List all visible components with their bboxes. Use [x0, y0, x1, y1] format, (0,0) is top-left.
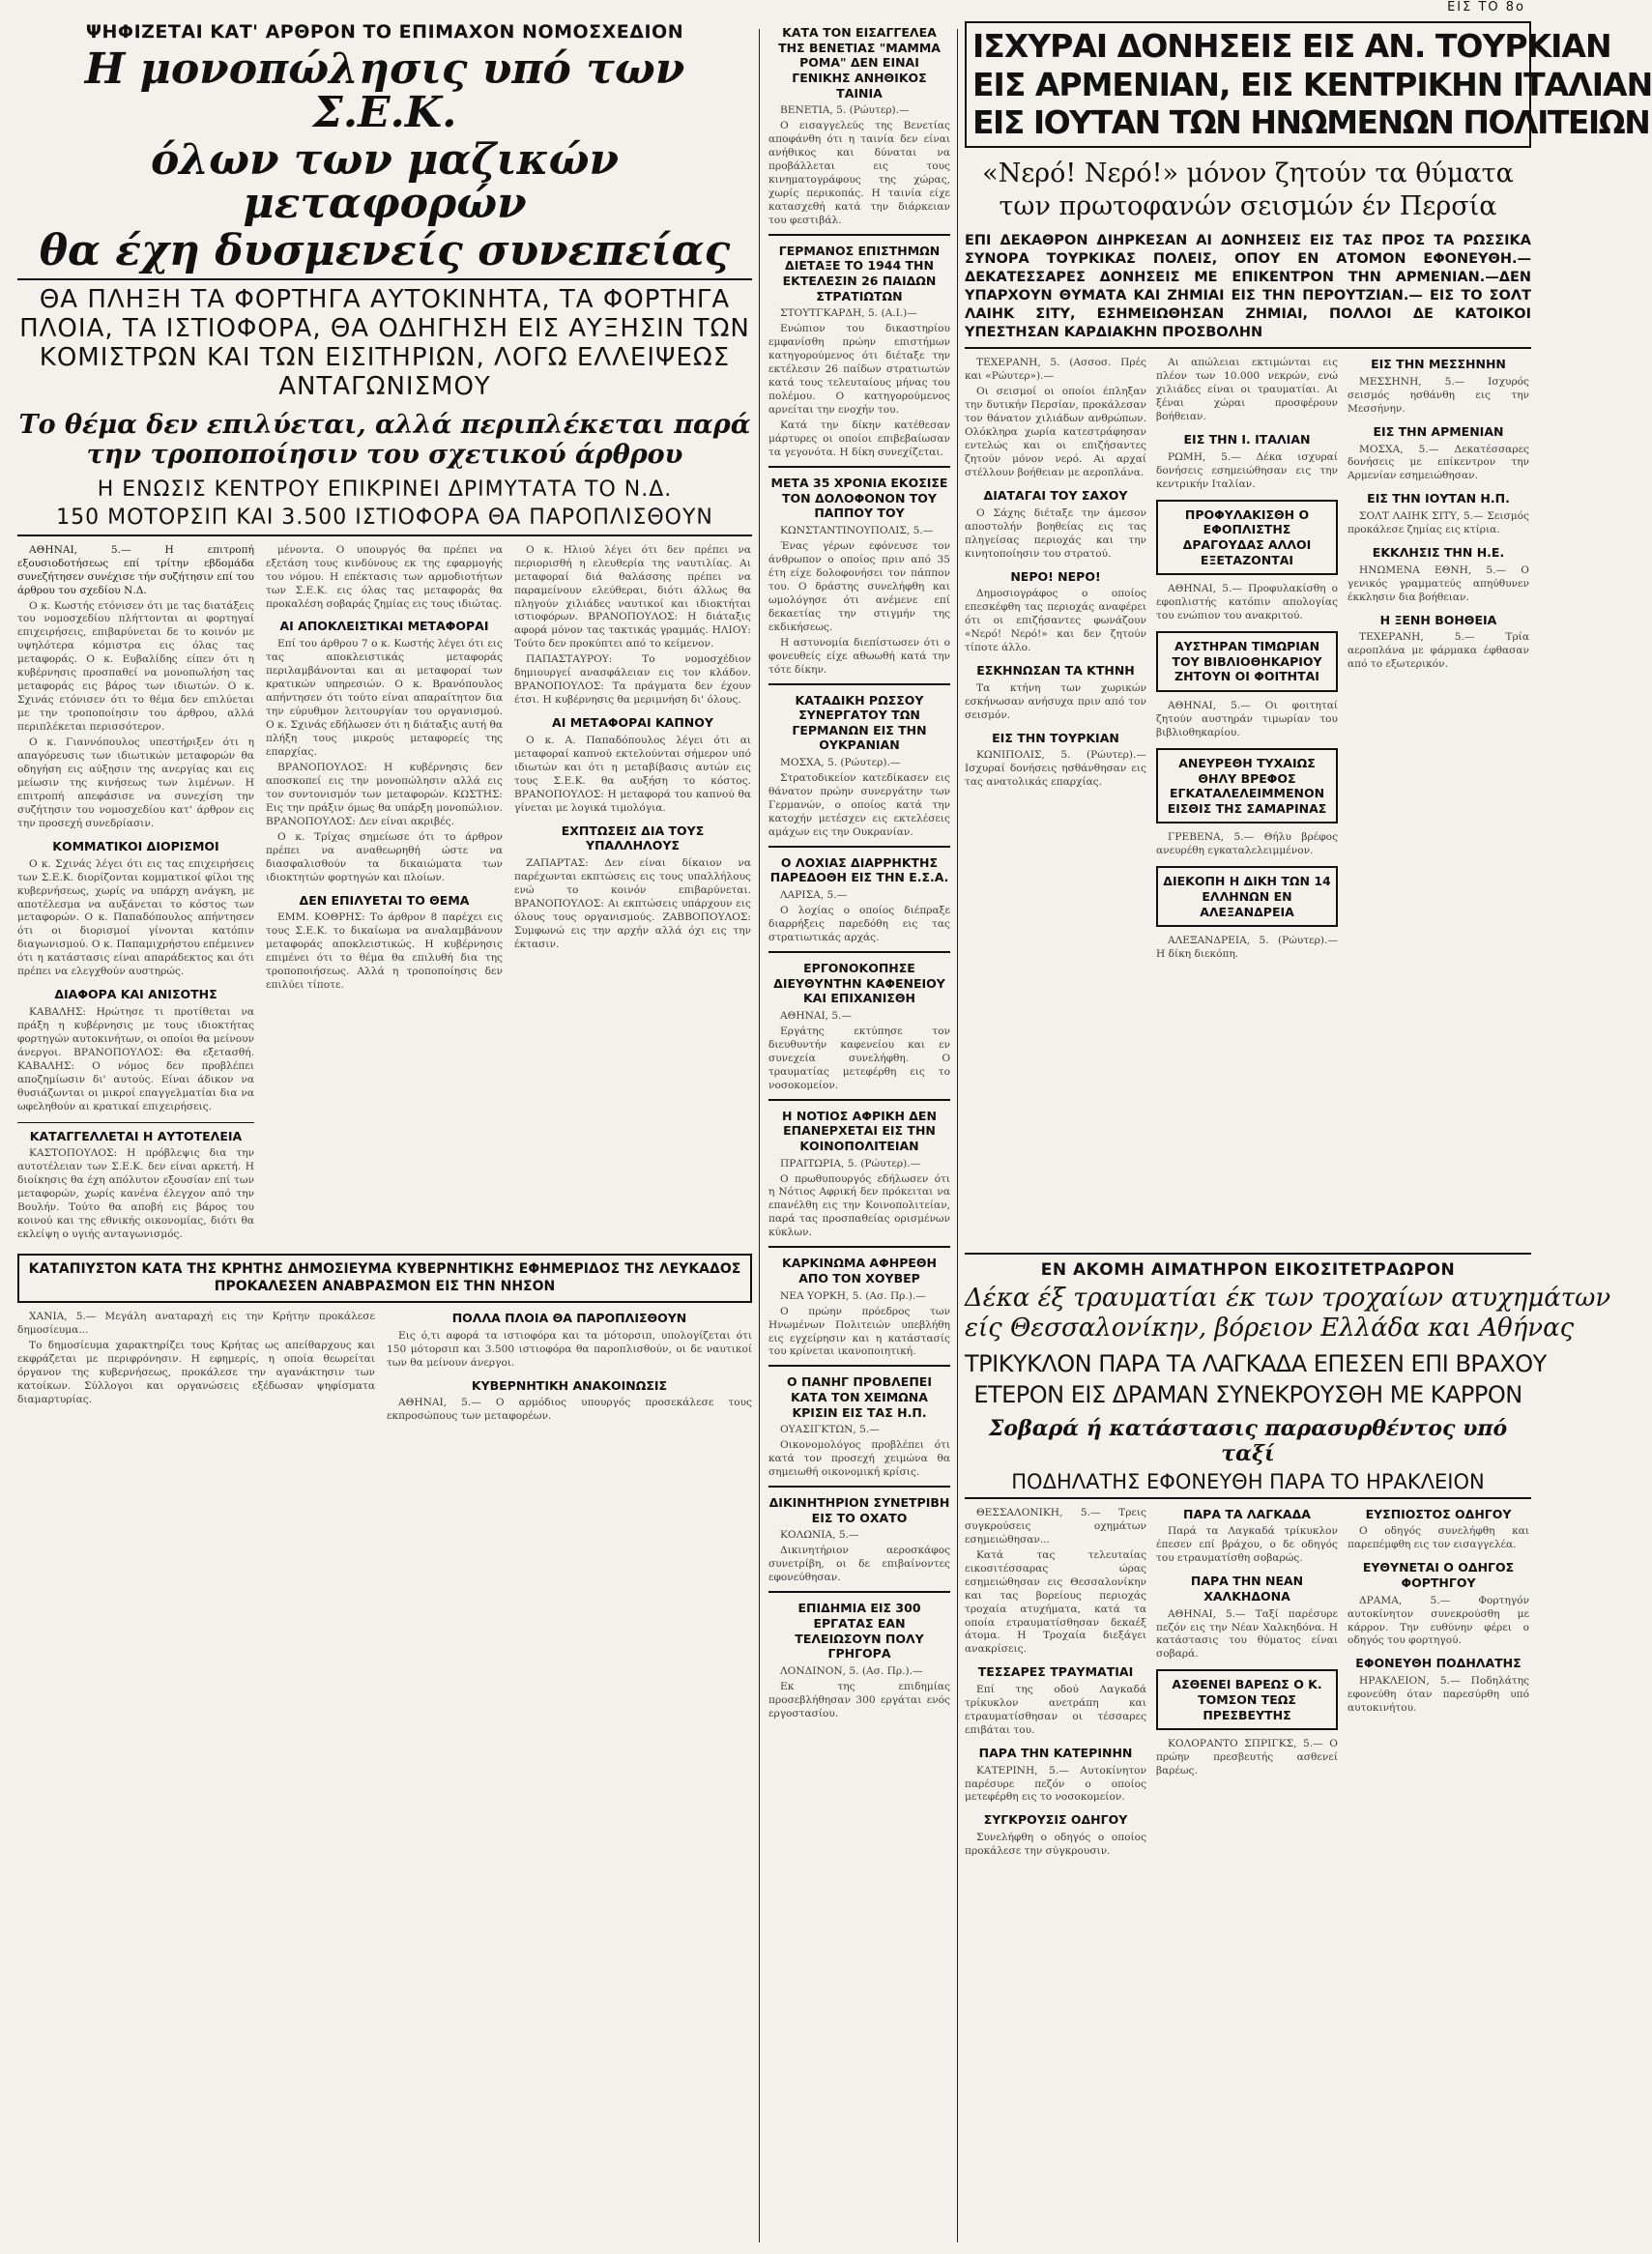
story-body: Δημοσιογράφος ο οποίος επεσκέφθη τας περιοχάς αναφέρει ότι οι επιζήσαντες φωνάζουν «Νερό! Νερό!» και δεν ζητούν τίποτε άλλο.: [965, 588, 1146, 654]
news-box: ΔΙΕΚΟΠΗ Η ΔΙΚΗ ΤΩΝ 14 ΕΛΛΗΝΩΝ ΕΝ ΑΛΕΞΑΝΔΡΕΙΑ: [1156, 866, 1338, 927]
section-head: ΕΙΣ ΤΗΝ ΑΡΜΕΝΙΑΝ: [1373, 423, 1504, 439]
story-body: ΗΡΑΚΛΕΙΟΝ, 5.— Ποδηλάτης εφονεύθη όταν παρεσύρθη υπό αυτοκινήτου.: [1348, 1675, 1529, 1714]
story-body: ΑΘΗΝΑΙ, 5.— Η επιτροπή εξουσιοδοτήσεως επί τρίτην εβδομάδα συνεζήτησεν συνέχισε τήν συζήτησιν επί του άρθρου του σχεδίου Ν.Δ. Ο κ. Κωστής ετόνισεν ότι με τας διατάξεις του νομοσχεδίου πλήττονται αι φορτηγαί επιχειρήσεις, επιβαρύνεται δε το κοινόν με υψηλότερα κόμιστρα εις όλας τας μεταφοράς. Ο κ. Ευβαλίδης είπεν ότι η κυβέρνησις προσπαθεί να μονοπωλήση τας μεταφοράς εις βάρος των ιδιωτών. Ο κ. Σχινάς ετόνισεν ότι το θέμα δεν επιλύεται με την τροποποίησιν του άρθρου, αλλά περιπλέκεται περισσότερον. Ο κ. Γιαννόπουλος υπεστήριξεν ότι η απαγόρευσις των ιδιωτικών μεταφορών θα οδηγήση εις αύξησιν της ανεργίας και εις μείωσιν της κινήσεως των λιμένων. Η επιτροπή απεφάσισε να συνεχίση την συζήτησιν του νομοσχεδίου κατ' άρθρον εις την προσεχή συνεδρίασιν.: [17, 543, 254, 829]
story-body: Εις ό,τι αφορά τα ιστιοφόρα και τα μότορσιπ, υπολογίζεται ότι 150 μότορσιπ και 3.500 ιστιοφόρα θα παροπλισθούν, οι δε ναυτικοί των θα μείνουν άνεργοι.: [387, 1329, 752, 1369]
story-body: ΚΑΒΑΛΗΣ: Ηρώτησε τι προτίθεται να πράξη η κυβέρνησις με τους ιδιοκτήτας φορτηγών αυτοκινήτων, οι οποίοι θα μείνουν άνεργοι. ΒΡΑΝΟΠΟΥΛΟΣ: Θα εξετασθή. ΚΑΒΑΛΗΣ: Ο νόμος δεν προβλέπει αποζημίωσιν δι' αυτούς. Είναι άδικον να θυσιάζωνται οι μικροί επαγγελματίαι δια να ωφεληθούν αι κρατικαί επιχειρήσεις.: [17, 1005, 254, 1113]
section-head: ΔΕΝ ΕΠΙΛΥΕΤΑΙ ΤΟ ΘΕΜΑ: [299, 892, 470, 908]
brief-head: ΕΡΓΟΝΟΚΟΠΗΣΕ ΔΙΕΥΘΥΝΤΗΝ ΚΑΦΕΝΕΙΟΥ ΚΑΙ ΕΠΙΧΑΝΙΣΘΗ: [773, 960, 945, 1006]
story-body: ΣΟΛΤ ΛΑΙΗΚ ΣΙΤΥ, 5.— Σεισμός προκάλεσε ζημίας εις κτίρια.: [1348, 510, 1529, 535]
story-body: ΧΑΝΙΑ, 5.— Μεγάλη αναταραχή εις την Κρήτην προκάλεσε δημοσίευμα... Το δημοσίευμα χαρακτηρίζει τους Κρήτας ως απείθαρχους και εκφράζεται με περιφρόνησιν. Η εφημερίς, η οποία θεωρείται όργανον της κυβερνήσεως, προκάλεσε την αγανάκτησιν των κατοίκων. Σύλλογοι και οργανώσεις εξέδωσαν ψηφίσματα διαμαρτυρίας.: [17, 1311, 375, 1405]
story-deck: ΘΑ ΠΛΗΞΗ ΤΑ ΦΟΡΤΗΓΑ ΑΥΤΟΚΙΝΗΤΑ, ΤΑ ΦΟΡΤΗΓΑ ΠΛΟΙΑ, ΤΑ ΙΣΤΙΟΦΟΡΑ, ΘΑ ΟΔΗΓΗΣΗ ΕΙΣ ΑΥΞΗΣΙΝ ΤΩΝ ΚΟΜΙΣΤΡΩΝ ΚΑΙ ΤΩΝ ΕΙΣΙΤΗΡΙΩΝ, ΛΟΓΩ ΕΛΛΕΙΨΕΩΣ ΑΝΤΑΓΩΝΙΣΜΟΥ: [19, 285, 750, 402]
story-body: ΚΩΝΙΠΟΛΙΣ, 5. (Ρώυτερ).— Ισχυραί δονήσεις ησθάνθησαν εις τας ανατολικάς επαρχίας.: [965, 749, 1146, 789]
column-rule: [957, 29, 958, 2242]
headline-line-2: ΕΙΣ ΑΡΜΕΝΙΑΝ, ΕΙΣ ΚΕΝΤΡΙΚΗΝ ΙΤΑΛΙΑΝ: [972, 65, 1652, 103]
headline-line-4: ΕΤΕΡΟΝ ΕΙΣ ΔΡΑΜΑΝ ΣΥΝΕΚΡΟΥΣΘΗ ΜΕ ΚΑΡΡΟΝ: [973, 1380, 1522, 1408]
section-head: ΕΥΘΥΝΕΤΑΙ Ο ΟΔΗΓΟΣ ΦΟΡΤΗΓΟΥ: [1362, 1560, 1515, 1590]
story-body: ΑΘΗΝΑΙ, 5.— Οι φοιτηταί ζητούν αυστηράν τιμωρίαν του βιβλιοθηκαρίου.: [1156, 700, 1338, 738]
brief-head: ΓΕΡΜΑΝΟΣ ΕΠΙΣΤΗΜΩΝ ΔΙΕΤΑΞΕ ΤΟ 1944 ΤΗΝ ΕΚΤΕΛΕΣΙΝ 26 ΠΑΙΔΩΝ ΣΤΡΑΤΙΩΤΩΝ: [778, 243, 941, 303]
story-body: Επί του άρθρου 7 ο κ. Κωστής λέγει ότι εις τας αποκλειστικάς μεταφοράς περιλαμβάνονται και αι μεταφοραί των κρατικών υπηρεσιών. Ο κ. Βρανόπουλος απήντησεν ότι τούτο είναι απαραίτητον δια την εύρυθμον λειτουργίαν του οργανισμού. Ο κ. Σχινάς εδήλωσεν ότι η διάταξις αυτή θα πλήξη τους μικρούς μεταφορείς της επαρχίας. ΒΡΑΝΟΠΟΥΛΟΣ: Η κυβέρνησις δεν αποσκοπεί εις την μονοπώλησιν αλλά εις τον συντονισμόν των μεταφορών. ΚΩΣΤΗΣ: Εις την πράξιν όμως θα υπάρξη μονοπώλιον. ΒΡΑΝΟΠΟΥΛΟΣ: Δεν είναι ακριβές. Ο κ. Τρίχας σημείωσε ότι το άρθρον πρέπει να αναθεωρηθή ώστε να διασφαλισθούν τα δικαιώματα των ιδιοκτητών φορτηγών και πλοίων.: [266, 638, 503, 883]
story-kicker: ΕΝ ΑΚΟΜΗ ΑΙΜΑΤΗΡΟΝ ΕΙΚΟΣΙΤΕΤΡΑΩΡΟΝ: [1040, 1260, 1456, 1280]
story-body: Ο κ. Σχινάς λέγει ότι εις τας επιχειρήσεις των Σ.Ε.Κ. διορίζονται κομματικοί φίλοι της κυβερνήσεως, χωρίς να υπάρχη ανάγκη, με αποτέλεσμα να αυξάνεται το κόστος των μεταφορών. Ο κ. Παπαδόπουλος απήντησεν ότι οι διορισμοί γίνονται κατόπιν διαγωνισμού. Ο κ. Παπαμιχρήστου επέμεινεν ότι η κατάστασις είναι απαράδεκτος και ότι πρέπει να ελεγχθούν αυστηρώς.: [17, 857, 254, 978]
story-body: Συνελήφθη ο οδηγός ο οποίος προκάλεσε την σύγκρουσιν.: [965, 1832, 1146, 1858]
middle-column: [768, 21, 950, 2244]
story-body: Ο οδηγός συνελήφθη και παρεπέμφθη εις τον εισαγγελέα.: [1348, 1525, 1529, 1551]
brief-body: ΟΥΑΣΙΓΚΤΩΝ, 5.— Οικονομολόγος προβλέπει ότι κατά τον προσεχή χειμώνα θα σημειωθή οικονομική κρίσις.: [768, 1424, 950, 1479]
story-body: Ο κ. Ηλιού λέγει ότι δεν πρέπει να περιορισθή η ελευθερία της ναυτιλίας. Αι μεταφοραί διά θαλάσσης πρέπει να παραμείνουν ελεύθεραι, διότι άλλως θα πληγούν χιλιάδες ναυτικοί και ιδιοκτήται ιστιοφόρων. ΒΡΑΝΟΠΟΥΛΟΣ: Η διάταξις αφορά μόνον τας τακτικάς γραμμάς. ΗΛΙΟΥ: Τούτο δεν προκύπτει από το κείμενον. ΠΑΠΑΣΤΑΥΡΟΥ: Το νομοσχέδιον δημιουργεί ανασφάλειαν εις τον κλάδον. ΒΡΑΝΟΠΟΥΛΟΣ: Τα πράγματα δεν έχουν έτσι. Η κυβέρνησις θα μεριμνήση δι' όλους.: [514, 543, 751, 707]
story-body: ΚΑΣΤΟΠΟΥΛΟΣ: Η πρόβλεψις δια την αυτοτέλειαν των Σ.Ε.Κ. δεν είναι αρκετή. Η διοίκησις θα έχη απόλυτον εξουσίαν επί των μεταφορών, χωρίς κανένα έλεγχον από την Βουλήν. Τούτο θα αποβή εις βάρος του κοινού και της εθνικής οικονομίας, διότι θα εκλείψη ο υγιής ανταγωνισμός.: [17, 1147, 254, 1241]
brief-body: ΒΕΝΕΤΙΑ, 5. (Ρώυτερ).— Ο εισαγγελεύς της Βενετίας αποφάνθη ότι η ταινία δεν είναι ανήθικος και δύναται να προβάλλεται εις τους κινηματογράφους της χώρας, χωρίς περικοπάς. Η ταινία είχε κατασχεθή κατά την διάρκειαν του φεστιβάλ.: [768, 104, 950, 226]
section-head: ΤΕΣΣΑΡΕΣ ΤΡΑΥΜΑΤΙΑΙ: [977, 1664, 1134, 1680]
story-body: μένοντα. Ο υπουργός θα πρέπει να εξετάση τους κινδύνους εκ της εφαρμογής του νόμου. Η επέκτασις των αρμοδιοτήτων των Σ.Ε.Κ. εις όλας τας μεταφοράς θα προκαλέση σοβαράς ζημίας εις τους ιδιώτας.: [266, 543, 503, 610]
story-body: ΑΘΗΝΑΙ, 5.— Προφυλακίσθη ο εφοπλιστής κατόπιν απολογίας του ενώπιον του ανακριτού.: [1156, 583, 1338, 622]
section-head: ΚΥΒΕΡΝΗΤΙΚΗ ΑΝΑΚΟΙΝΩΣΙΣ: [471, 1377, 668, 1393]
story-body: ΜΟΣΧΑ, 5.— Δεκατέσσαρες δονήσεις με επίκεντρον την Αρμενίαν εσημειώθησαν.: [1348, 443, 1529, 482]
crete-box: [17, 1254, 752, 1303]
brief-head: Ο ΛΟΧΙΑΣ ΔΙΑΡΡΗΚΤΗΣ ΠΑΡΕΔΟΘΗ ΕΙΣ ΤΗΝ Ε.Σ.Α.: [769, 854, 949, 885]
section-head: ΕΙΣ ΤΗΝ Ι. ΙΤΑΛΙΑΝ: [1183, 432, 1311, 448]
section-head: ΕΚΚΛΗΣΙΣ ΤΗΝ Η.Ε.: [1372, 544, 1505, 560]
story-body: ΑΘΗΝΑΙ, 5.— Ταξί παρέσυρε πεζόν εις την Νέαν Χαλκηδόνα. Η κατάστασις του θύματος είναι σοβαρά.: [1156, 1607, 1338, 1661]
section-head: ΕΣΚΗΝΩΣΑΝ ΤΑ ΚΤΗΝΗ: [976, 663, 1135, 679]
news-box: ΠΡΟΦΥΛΑΚΙΣΘΗ Ο ΕΦΟΠΛΙΣΤΗΣ ΔΡΑΓΟΥΔΑΣ ΑΛΛΟΙ ΕΞΕΤΑΖΟΝΤΑΙ: [1156, 500, 1338, 576]
section-head: ΕΙΣ ΤΗΝ ΙΟΥΤΑΝ Η.Π.: [1367, 491, 1510, 506]
brief-head: ΜΕΤΑ 35 ΧΡΟΝΙΑ ΕΚΟΣΙΣΕ ΤΟΝ ΔΟΛΟΦΟΝΟΝ ΤΟΥ ΠΑΠΠΟΥ ΤΟΥ: [770, 476, 948, 521]
story-body: ΖΑΠΑΡΤΑΣ: Δεν είναι δίκαιον να παρέχωνται εκπτώσεις εις τους υπαλλήλους ενώ το κοινόν επιβαρύνεται. ΒΡΑΝΟΠΟΥΛΟΣ: Αι εκπτώσεις υπάρχουν εις όλους τους οργανισμούς. ΖΑΒΒΟΠΟΥΛΟΣ: Συμφωνώ εις την αρχήν αλλά όχι εις την έκτασιν.: [514, 856, 751, 950]
section-head: ΔΙΑΤΑΓΑΙ ΤΟΥ ΣΑΧΟΥ: [983, 488, 1128, 504]
story-body: Αι απώλειαι εκτιμώνται εις πλέον των 10.000 νεκρών, ενώ χιλιάδες είναι οι τραυματίαι. Αι ξέναι χώραι προσφέρουν βοήθειαν.: [1156, 357, 1338, 423]
brief-head: ΚΑΤΑ ΤΟΝ ΕΙΣΑΓΓΕΛΕΑ ΤΗΣ ΒΕΝΕΤΙΑΣ "ΜΑΜΜΑ ΡΟΜΑ" ΔΕΝ ΕΙΝΑΙ ΓΕΝΙΚΗΣ ΑΝΗΘΙΚΟΣ ΤΑΙΝΙΑ: [778, 25, 941, 101]
brief-body: ΚΟΛΩΝΙΑ, 5.— Δικινητήριον αεροσκάφος συνετρίβη, οι δε επιβαίνοντες εφονεύθησαν.: [768, 1529, 950, 1584]
story-body: ΘΕΣΣΑΛΟΝΙΚΗ, 5.— Τρεις συγκρούσεις οχημάτων εσημειώθησαν... Κατά τας τελευταίας εικοσιτέσσαρας ώρας εσημειώθησαν εις Θεσσαλονίκην και τας βορείους περιοχάς τροχαία ατυχήματα, κατά τα οποία ετραυματίσθησαν δεκαέξ άτομα. Η Τροχαία διεξάγει ανακρίσεις.: [965, 1506, 1146, 1656]
story-body: ΤΕΧΕΡΑΝΗ, 5. (Ασσοσ. Πρές και «Ρώυτερ»).— Οι σεισμοί οι οποίοι έπληξαν την δυτικήν Περσίαν, προκάλεσαν τον θάνατον χιλιάδων ανθρώπων. Ολόκληρα χωρία κατεστράφησαν εντελώς και οι επιζήσαντες ζητούν μόνον νερό. Αι αρχαί στέλλουν βοήθειαν με αεροπλάνα.: [965, 357, 1146, 479]
story-body: ΡΩΜΗ, 5.— Δέκα ισχυραί δονήσεις εσημειώθησαν εις την κεντρικήν Ιταλίαν.: [1156, 450, 1338, 490]
left-story: [17, 21, 752, 2244]
section-head: ΝΕΡΟ! ΝΕΡΟ!: [1010, 568, 1101, 584]
story-subhead: «Νερό! Νερό!» μόνον ζητούν τα θύματα των πρωτοφανών σεισμών έν Περσία: [982, 158, 1514, 221]
brief-body: ΣΤΟΥΤΓΚΑΡΔΗ, 5. (Α.Ι.)— Ενώπιον του δικαστηρίου εμφανίσθη πρώην επιστήμων κατηγορούμενος ότι διέταξε την εκτέλεσιν 26 παίδων στρατιωτών κατά τους τελευταίους μήνας του πολέμου. Ο κατηγορούμενος αρνείται την ενοχήν του. Κατά την δίκην κατέθεσαν μάρτυρες οι οποίοι επιβεβαίωσαν τα γεγονότα. Η δίκη συνεχίζεται.: [768, 307, 950, 459]
brief-body: ΜΟΣΧΑ, 5. (Ρώυτερ).— Στρατοδικείον κατεδίκασεν εις θάνατον πρώην συνεργάτην των Γερμανών, ο οποίος κατά την κατοχήν μετέσχεν εις εκτελέσεις αμάχων εις την Ουκρανίαν.: [768, 757, 950, 838]
story-body: ΓΡΕΒΕΝΑ, 5.— Θήλυ βρέφος ανευρέθη εγκαταλελειμμένον.: [1156, 831, 1338, 857]
earthquake-story: [965, 21, 1652, 1229]
brief-head: ΔΙΚΙΝΗΤΗΡΙΟΝ ΣΥΝΕΤΡΙΒΗ ΕΙΣ ΤΟ ΟΧΑΤΟ: [768, 1495, 950, 1525]
section-head: ΠΑΡΑ ΤΗΝ ΚΑΤΕΡΙΝΗΝ: [978, 1745, 1133, 1760]
section-head: ΣΥΓΚΡΟΥΣΙΣ ΟΔΗΓΟΥ: [983, 1812, 1128, 1828]
story-body: ΚΟΛΟΡΑΝΤΟ ΣΠΡΙΓΚΣ, 5.— Ο πρώην πρεσβευτής ασθενεί βαρέως.: [1156, 1738, 1338, 1777]
story-kicker: ΨΗΦΙΖΕΤΑΙ ΚΑΤ' ΑΡΘΡΟΝ ΤΟ ΕΠΙΜΑΧΟΝ ΝΟΜΟΣΧΕΔΙΟΝ: [85, 21, 684, 43]
accidents-story: [965, 1253, 1611, 2239]
section-head: ΠΑΡΑ ΤΑ ΛΑΓΚΑΔΑ: [1183, 1506, 1311, 1521]
brief-body: ΠΡΑΙΤΩΡΙΑ, 5. (Ρώυτερ).— Ο πρωθυπουργός εδήλωσεν ότι η Νότιος Αφρική δεν πρόκειται να επανέλθη εις την Κοινοπολιτείαν, παρά τας προσπαθείας ορισμένων κύκλων.: [768, 1157, 950, 1239]
brief-head: Η ΝΟΤΙΟΣ ΑΦΡΙΚΗ ΔΕΝ ΕΠΑΝΕΡΧΕΤΑΙ ΕΙΣ ΤΗΝ ΚΟΙΝΟΠΟΛΙΤΕΙΑΝ: [782, 1108, 937, 1153]
headline-line-2: όλων των μαζικών μεταφορών: [150, 134, 620, 228]
story-subhead: Το θέμα δεν επιλύεται, αλλά περιπλέκεται παρά την τροποποίησιν του σχετικού άρθρου: [18, 409, 751, 470]
story-body: ΤΕΧΕΡΑΝΗ, 5.— Τρία αεροπλάνα με φάρμακα έφθασαν από το εξωτερικόν.: [1348, 631, 1529, 671]
story-body: Ο κ. Α. Παπαδόπουλος λέγει ότι αι μεταφοραί καπνού εκτελούνται σήμερον υπό ιδιωτών και ότι η μεταβίβασις αυτών εις τους Σ.Ε.Κ. θα αυξήση το κόστος. ΒΡΑΝΟΠΟΥΛΟΣ: Η μεταφορά του καπνού θα γίνεται με λογικά τιμολόγια.: [514, 734, 751, 814]
story-body: Επί της οδού Λαγκαδά τρίκυκλον ανετράπη και ετραυματίσθησαν οι τέσσαρες επιβάται του.: [965, 1684, 1146, 1736]
brief-body: ΛΟΝΔΙΝΟΝ, 5. (Ασ. Πρ.).— Εκ της επιδημίας προσεβλήθησαν 300 εργάται ενός εργοστασίου.: [768, 1664, 950, 1719]
story-body: ΑΘΗΝΑΙ, 5.— Ο αρμόδιος υπουργός προσεκάλεσε τους εκπροσώπους των μεταφορέων.: [387, 1397, 752, 1423]
brief-head: ΚΑΤΑΔΙΚΗ ΡΩΣΣΟΥ ΣΥΝΕΡΓΑΤΟΥ ΤΩΝ ΓΕΡΜΑΝΩΝ ΕΙΣ ΤΗΝ ΟΥΚΡΑΝΙΑΝ: [792, 692, 927, 753]
story-deck: ΠΟΔΗΛΑΤΗΣ ΕΦΟΝΕΥΘΗ ΠΑΡΑ ΤΟ ΗΡΑΚΛΕΙΟΝ: [965, 1470, 1531, 1499]
story-body: ΚΑΤΕΡΙΝΗ, 5.— Αυτοκίνητον παρέσυρε πεζόν ο οποίος μετεφέρθη εις το νοσοκομείον.: [965, 1764, 1146, 1804]
brief-body: ΑΘΗΝΑΙ, 5.— Εργάτης εκτύπησε τον διευθυντήν καφενείου και εν συνεχεία συνελήφθη. Ο τραυματίας μετεφέρθη εις το νοσοκομείον.: [768, 1009, 950, 1091]
story-deck: ΕΠΙ ΔΕΚΑΘΡΟΝ ΔΙΗΡΚΕΣΑΝ ΑΙ ΔΟΝΗΣΕΙΣ ΕΙΣ ΤΑΣ ΠΡΟΣ ΤΑ ΡΩΣΣΙΚΑ ΣΥΝΟΡΑ ΤΟΥΡΚΙΚΑΣ ΠΟΛΕΙΣ, ΟΠΟΥ ΕΝ ΑΤΟΜΟΝ ΕΦΟΝΕΥΘΗ.— ΔΕΚΑΤΕΣΣΑΡΕΣ ΔΟΝΗΣΕΙΣ ΜΕ ΕΠΙΚΕΝΤΡΟΝ ΤΗΝ ΑΡΜΕΝΙΑΝ.—ΔΕΝ ΥΠΑΡΧΟΥΝ ΘΥΜΑΤΑ ΚΑΙ ΖΗΜΙΑΙ ΕΙΣ ΤΗΝ ΠΕΡΟΥΤΖΙΑΝ.— ΕΙΣ ΤΟ ΣΟΛΤ ΛΑΙΗΚ ΣΙΤΥ, ΕΣΗΜΕΙΩΘΗΣΑΝ ΖΗΜΙΑΙ, ΠΟΛΛΟΙ ΔΕ ΚΑΤΟΙΚΟΙ ΥΠΕΣΤΗΣΑΝ ΚΑΡΔΙΑΚΗΝ ΠΡΟΣΒΟΛΗΝ: [965, 232, 1531, 349]
brief-body: ΝΕΑ ΥΟΡΚΗ, 5. (Ασ. Πρ.).— Ο πρώην πρόεδρος των Ηνωμένων Πολιτειών υπεβλήθη εις εγχείρησιν και η κατάστασίς του κρίνεται ικανοποιητική.: [768, 1289, 950, 1358]
story-body: Παρά τα Λαγκαδά τρίκυκλον έπεσεν επί βράχου, ο δε οδηγός του ετραυματίσθη σοβαρώς.: [1156, 1525, 1338, 1565]
headline-line-1: Δέκα έξ τραυματίαι έκ των τροχαίων ατυχημάτων: [965, 1284, 1611, 1313]
news-box: ΑΥΣΤΗΡΑΝ ΤΙΜΩΡΙΑΝ ΤΟΥ ΒΙΒΛΙΟΘΗΚΑΡΙΟΥ ΖΗΤΟΥΝ ΟΙ ΦΟΙΤΗΤΑΙ: [1156, 631, 1338, 692]
section-head: Η ΞΕΝΗ ΒΟΗΘΕΙΑ: [1379, 612, 1497, 627]
brief-head: Ο ΠΑΝΗΓ ΠΡΟΒΛΕΠΕΙ ΚΑΤΑ ΤΟΝ ΧΕΙΜΩΝΑ ΚΡΙΣΙΝ ΕΙΣ ΤΑΣ Η.Π.: [787, 1374, 932, 1420]
brief-body: ΛΑΡΙΣΑ, 5.— Ο λοχίας ο οποίος διέπραξε διαρρήξεις παρεδόθη εις τας στρατιωτικάς αρχάς.: [768, 889, 950, 943]
section-head: ΔΙΑΦΟΡΑ ΚΑΙ ΑΝΙΣΟΤΗΣ: [54, 987, 217, 1002]
story-body: ΗΝΩΜΕΝΑ ΕΘΝΗ, 5.— Ο γενικός γραμματεύς απηύθυνεν έκκλησιν δια βοήθειαν.: [1348, 564, 1529, 603]
section-head: ΕΥΣΠΙΟΣΤΟΣ ΟΔΗΓΟΥ: [1365, 1506, 1512, 1521]
story-body: ΕΜΜ. ΚΟΘΡΗΣ: Το άρθρον 8 παρέχει εις τους Σ.Ε.Κ. το δικαίωμα να αναλαμβάνουν μεταφοράς αποκλειστικώς. Η κυβέρνησις επιμένει ότι το θέμα θα επιλυθή δια της τροποποιήσεως. Αλλά η τροποποίησις δεν επιλύει τίποτε.: [266, 911, 503, 991]
brief-head: ΕΠΙΔΗΜΙΑ ΕΙΣ 300 ΕΡΓΑΤΑΣ ΕΑΝ ΤΕΛΕΙΩΣΟΥΝ ΠΟΛΥ ΓΡΗΓΟΡΑ: [795, 1601, 924, 1662]
section-head: ΑΙ ΑΠΟΚΛΕΙΣΤΙΚΑΙ ΜΕΤΑΦΟΡΑΙ: [279, 619, 489, 634]
earthquake-headline-box: [965, 21, 1652, 148]
story-deck-2: Η ΕΝΩΣΙΣ ΚΕΝΤΡΟΥ ΕΠΙΚΡΙΝΕΙ ΔΡΙΜΥΤΑΤΑ ΤΟ Ν.Δ.: [97, 477, 673, 503]
section-head: ΕΦΟΝΕΥΘΗ ΠΟΔΗΛΑΤΗΣ: [1355, 1656, 1522, 1671]
story-dateline: ΑΘΗΝΑΙ, 5.— Η επιτροπή εξουσιοδοτήσεως επί τρίτην εβδομάδα συνεζήτησεν συνέχισε τήν συζήτησιν επί του άρθρου του σχεδίου Ν.Δ.: [17, 543, 254, 596]
brief-body: ΚΩΝΣΤΑΝΤΙΝΟΥΠΟΛΙΣ, 5.— Ένας γέρων εφόνευσε τον άνθρωπον ο οποίος πριν από 35 έτη είχε δολοφονήσει τον πάππον του. Ο δράστης συνελήφθη και ωμολόγησε ότι ανέμενε επί δεκαετίας την στιγμήν της εκδικήσεως. Η αστυνομία διεπίστωσεν ότι ο φονευθείς είχε αθωωθή κατά την τότε δίκην.: [768, 524, 950, 676]
headline-line-3: θα έχη δυσμενείς συνεπείας: [39, 225, 731, 275]
story-body: Τα κτήνη των χωρικών εσκήνωσαν ανήσυχα πριν από τον σεισμόν.: [965, 681, 1146, 721]
headline-line-3: ΤΡΙΚΥΚΛΟΝ ΠΑΡΑ ΤΑ ΛΑΓΚΑΔΑ ΕΠΕΣΕΝ ΕΠΙ ΒΡΑΧΟΥ: [965, 1350, 1547, 1378]
headline-line-2: είς Θεσσαλονίκην, βόρειον Ελλάδα και Αθήνας: [965, 1314, 1575, 1344]
story-body: Ο Σάχης διέταξε την άμεσον αποστολήν βοηθείας εις τας πληγείσας περιοχάς και την κινητοποίησιν του στρατού.: [965, 506, 1146, 560]
news-box: ΑΣΘΕΝΕΙ ΒΑΡΕΩΣ Ο Κ. ΤΟΜΣΟΝ ΤΕΩΣ ΠΡΕΣΒΕΥΤΗΣ: [1156, 1669, 1338, 1730]
headline-line-1: Η μονοπώλησις υπό των Σ.Ε.Κ.: [84, 44, 685, 137]
section-head: ΑΙ ΜΕΤΑΦΟΡΑΙ ΚΑΠΝΟΥ: [552, 715, 713, 731]
story-subhead: Σοβαρά ή κατάστασις παρασυρθέντος υπό ταξί: [988, 1415, 1508, 1466]
story-deck-3: 150 ΜΟΤΟΡΣΙΠ ΚΑΙ 3.500 ΙΣΤΙΟΦΟΡΑ ΘΑ ΠΑΡΟΠΛΙΣΘΟΥΝ: [17, 506, 752, 535]
section-head: ΕΙΣ ΤΗΝ ΤΟΥΡΚΙΑΝ: [992, 730, 1119, 745]
section-head: ΕΧΠΤΩΣΕΙΣ ΔΙΑ ΤΟΥΣ ΥΠΑΛΛΗΛΟΥΣ: [561, 823, 705, 853]
crete-box-head: ΚΑΤΑΠΙΥΣΤΟΝ ΚΑΤΑ ΤΗΣ ΚΡΗΤΗΣ ΔΗΜΟΣΙΕΥΜΑ ΚΥΒΕΡΝΗΤΙΚΗΣ ΕΦΗΜΕΡΙΔΟΣ ΤΗΣ ΛΕΥΚΑΔΟΣ ΠΡΟΚΑΛΕΣΕΝ ΑΝΑΒΡΑΣΜΟΝ ΕΙΣ ΤΗΝ ΝΗΣΟΝ: [28, 1261, 741, 1294]
story-body: ΜΕΣΣΗΝΗ, 5.— Ισχυρός σεισμός ησθάνθη εις την Μεσσήνην.: [1348, 375, 1529, 415]
brief-head: ΚΑΡΚΙΝΩΜΑ ΑΦΗΡΕΘΗ ΑΠΟ ΤΟΝ ΧΟΥΒΕΡ: [782, 1256, 937, 1286]
story-body: ΑΛΕΞΑΝΔΡΕΙΑ, 5. (Ρώυτερ).— Η δίκη διεκόπη.: [1156, 935, 1338, 961]
section-head: ΚΑΤΑΓΓΕΛΛΕΤΑΙ Η ΑΥΤΟΤΕΛΕΙΑ: [17, 1122, 254, 1144]
section-head: ΠΑΡΑ ΤΗΝ ΝΕΑΝ ΧΑΛΚΗΔΟΝΑ: [1190, 1574, 1304, 1604]
headline-line-3: ΕΙΣ ΙΟΥΤΑΝ ΤΩΝ ΗΝΩΜΕΝΩΝ ΠΟΛΙΤΕΙΩΝ: [972, 103, 1650, 142]
headline-line-1: ΙΣΧΥΡΑΙ ΔΟΝΗΣΕΙΣ ΕΙΣ ΑΝ. ΤΟΥΡΚΙΑΝ: [972, 27, 1611, 65]
section-head: ΚΟΜΜΑΤΙΚΟΙ ΔΙΟΡΙΣΜΟΙ: [52, 838, 219, 853]
news-box: ΑΝΕΥΡΕΘΗ ΤΥΧΑΙΩΣ ΘΗΛΥ ΒΡΕΦΟΣ ΕΓΚΑΤΑΛΕΛΕΙΜΜΕΝΟΝ ΕΙΣΘΙΣ ΤΗΣ ΣΑΜΑΡΙΝΑΣ: [1156, 748, 1338, 824]
page-folio: ΕΙΣ ΤΟ 8ο: [1447, 0, 1525, 14]
column-rule: [759, 29, 760, 2242]
section-head: ΕΙΣ ΤΗΝ ΜΕΣΣΗΝΗΝ: [1371, 357, 1506, 372]
story-body: ΔΡΑΜΑ, 5.— Φορτηγόν αυτοκίνητον συνεκρούσθη με κάρρον. Την ευθύνην φέρει ο οδηγός του φορτηγού.: [1348, 1594, 1529, 1647]
section-head: ΠΟΛΛΑ ΠΛΟΙΑ ΘΑ ΠΑΡΟΠΛΙΣΘΟΥΝ: [451, 1311, 687, 1326]
